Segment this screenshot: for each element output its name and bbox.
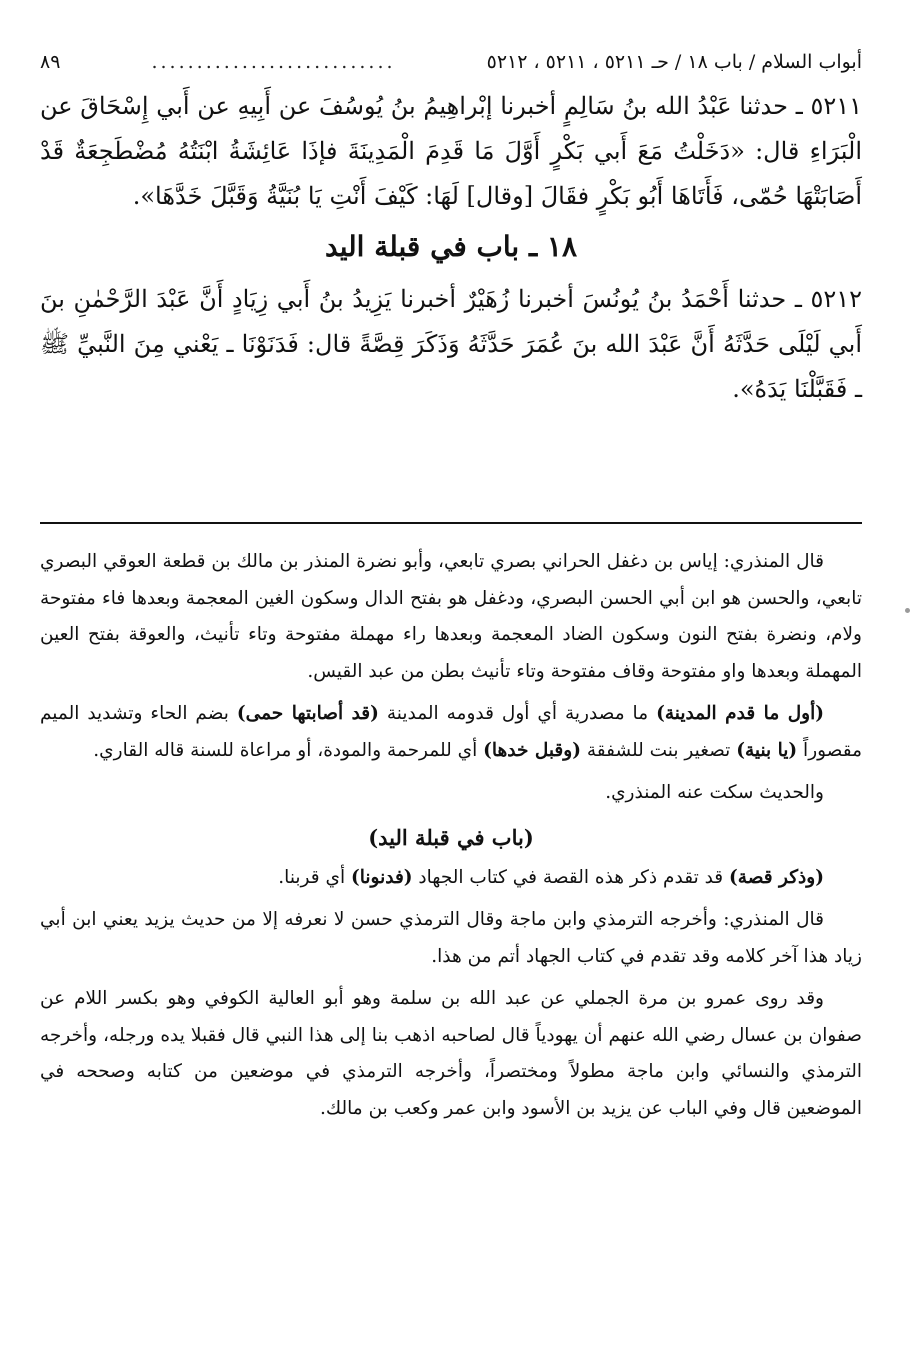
book-page [40, 42, 862, 1119]
bold-term: (قد أصابتها حمى) [236, 703, 379, 724]
commentary-paragraph-6: وقد روى عمرو بن مرة الجملي عن عبد الله بن سلمة وهو أبو العالية الكوفي وهو بكسر اللام عن صفوان بن عسال رضي الله عنهم أن يهودياً قال لصاحبه اذهب بنا إلى هذا النبي قال فقبلا يده ورجله، وأخرجه الترمذي والنسائي وابن ماجة مطولاً ومختصراً، وأخرجه الترمذي في موضعين من كتابه وصححه في الموضعين قال وفي الباب عن يزيد بن الأسود وابن عمر وكعب بن مالك. [40, 988, 862, 1119]
bold-term: (وذكر قصة) [729, 866, 824, 888]
footnote-separator-rule [40, 522, 862, 524]
bold-term: (أول ما قدم المدينة) [656, 703, 825, 724]
commentary-paragraph-5: قال المنذري: وأخرجه الترمذي وابن ماجة وقال الترمذي حسن لا نعرفه إلا من حديث يزيد يعني ابن أبي زياد هذا آخر كلامه وقد تقدم في كتاب الجهاد أتم من هذا. [40, 909, 862, 967]
commentary-text: ما مصدرية أي أول قدومه المدينة [378, 703, 657, 724]
commentary-text: أي للمرحمة والمودة، أو مراعاة للسنة قاله القاري. [93, 739, 484, 761]
bold-term: (فدنونا) [350, 866, 413, 888]
scan-speck [905, 608, 910, 613]
commentary-text: تصغير بنت للشفقة [580, 739, 737, 761]
commentary-paragraph-2 [40, 696, 862, 769]
commentary-paragraph-4 [40, 860, 862, 897]
header-title: أبواب السلام / باب ١٨ / حـ ٥٢١١ ، ٥٢١١ ، ٥٢١٢ [486, 51, 862, 73]
commentary-paragraph-3: والحديث سكت عنه المنذري. [605, 782, 824, 803]
chapter-title: ١٨ ـ باب في قبلة اليد [325, 230, 577, 263]
commentary-paragraph-1: قال المنذري: إياس بن دغفل الحراني بصري تابعي، وأبو نضرة المنذر بن مالك بن قطعة العوقي البصري تابعي، والحسن هو ابن أبي الحسن البصري، ودغفل هو بفتح الدال وسكون الغين المعجمة وبعدها فاء مفتوحة ولام، ونضرة بفتح النون وسكون الضاد المعجمة وبعدها راء مهملة مفتوحة وتاء تأنيث، والعوقة بفتح العين المهملة وبعدها واو مفتوحة وقاف مفتوحة وتاء تأنيث بطن من عبد القيس. [40, 551, 862, 682]
commentary-section [40, 544, 862, 1133]
commentary-text: بضم الحاء وتشديد الميم مقصوراً [40, 703, 862, 761]
bold-term: (وقبل خدها) [483, 739, 581, 761]
hadith-5211: ٥٢١١ ـ حدثنا عَبْدُ الله بنُ سَالِمٍ أخبرنا إبْراهِيمُ بنُ يُوسُفَ عن أَبِيهِ عن أَبي إِسْحَاقَ عن الْبَرَاءِ قال: «دَخَلْتُ مَعَ أَبي بَكْرٍ أَوَّلَ مَا قَدِمَ الْمَدِينَةَ فإذَا عَائِشَةُ ابْنَتُهُ مُضْطَجِعَةٌ قَدْ أَصَابَتْهَا حُمّى، فَأَتَاهَا أَبُو بَكْرٍ فقَالَ [وقال] لَهَا: كَيْفَ أَنْتِ يَا بُنَيَّةُ وَقَبَّلَ خَدَّهَا». [40, 92, 862, 210]
hadith-5212: ٥٢١٢ ـ حدثنا أَحْمَدُ بنُ يُونُسَ أخبرنا زُهَيْرٌ أخبرنا يَزِيدُ بنُ أَبي زِيَادٍ أَنَّ عَبْدَ الرَّحْمٰنِ بنَ أَبي لَيْلَى حَدَّثَهُ أَنَّ عَبْدَ الله بنَ عُمَرَ حَدَّثَهُ وَذَكَرَ قِصَّةً قال: فَدَنَوْنَا ـ يَعْني مِنَ النَّبيِّ ﷺ ـ فَقَبَّلْنَا يَدَهُ». [40, 285, 862, 403]
bold-term: (يا بنية) [736, 739, 798, 761]
commentary-subheading: (باب في قبلة اليد) [368, 824, 534, 850]
page-number: ٨٩ [40, 51, 61, 73]
header-leader-dots: ........................... [151, 51, 396, 73]
commentary-text: أي قربنا. [278, 866, 351, 888]
commentary-text: قد تقدم ذكر هذه القصة في كتاب الجهاد [412, 866, 730, 888]
running-header [40, 42, 862, 82]
